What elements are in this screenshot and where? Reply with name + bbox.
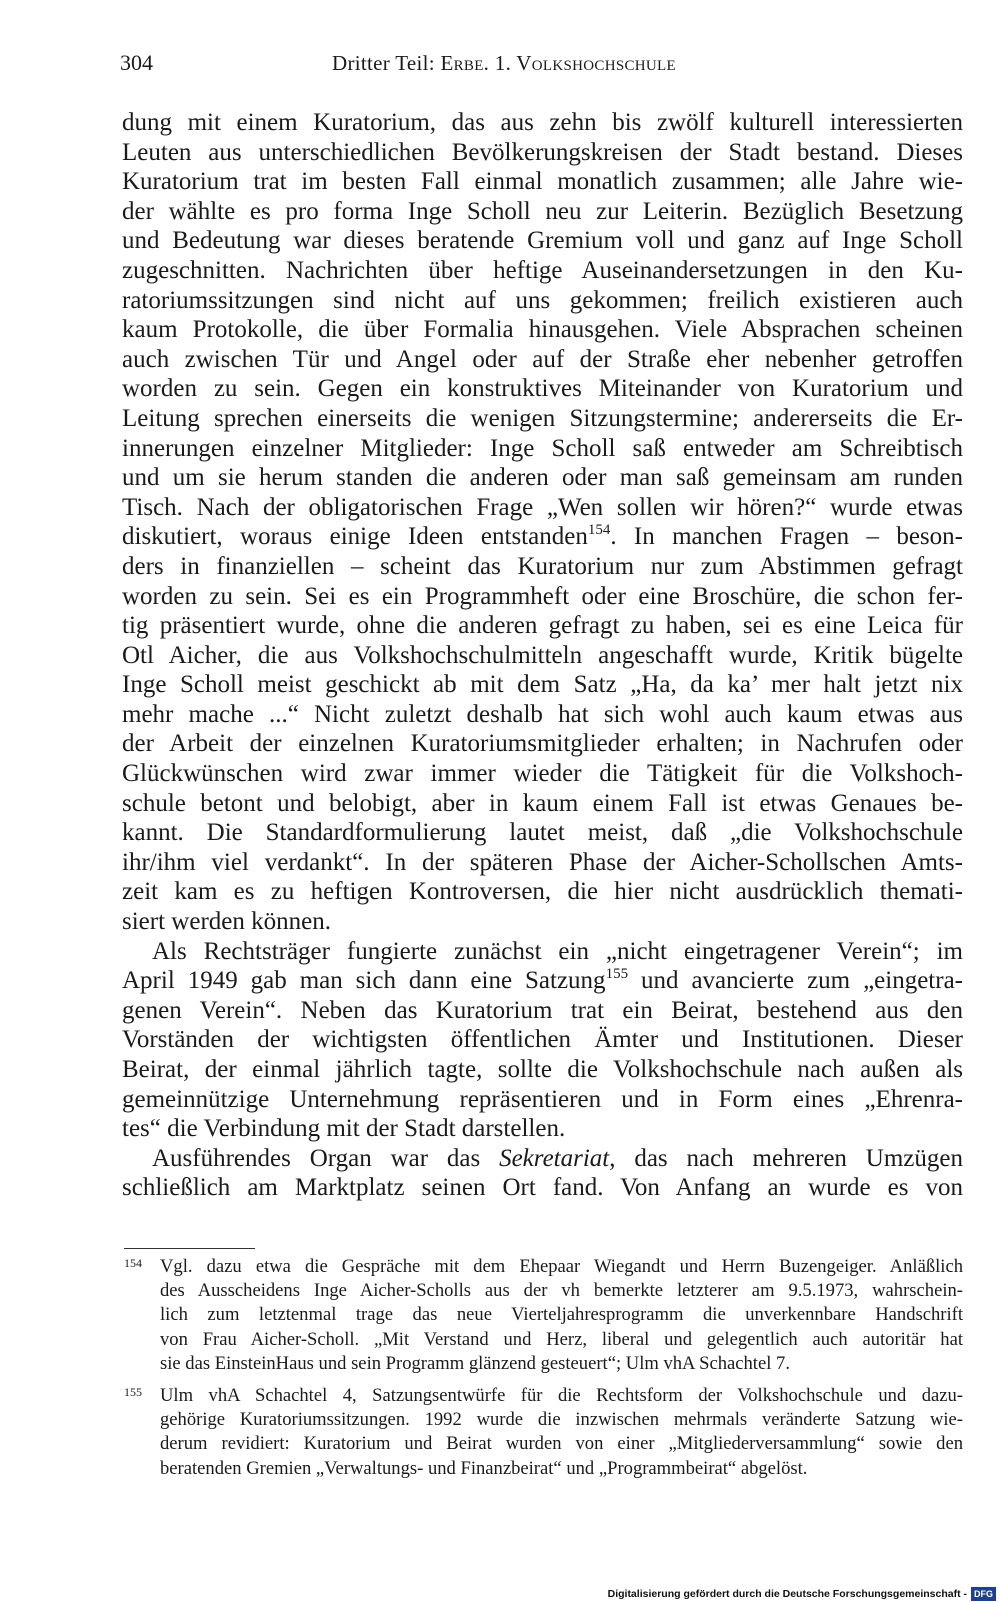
footnote-155 xyxy=(124,1384,963,1481)
footnote-line: beratenden Gremien „Verwaltungs- und Finanzbeirat“ und „Programmbeirat“ abgelöst. xyxy=(160,1457,808,1479)
text-line: innerungen einzelner Mitglieder: Inge Scholl saß entweder am Schreibtisch xyxy=(122,434,963,462)
text-line: ders in finanziellen – scheint das Kuratorium nur zum Abstimmen gefragt xyxy=(122,552,963,580)
text-line: Leuten aus unterschiedlichen Bevölkerungskreisen der Stadt bestand. Dieses xyxy=(122,138,963,166)
text-line: und Bedeutung war dieses beratende Gremium voll und ganz auf Inge Scholl xyxy=(122,227,963,255)
running-head xyxy=(0,48,1000,78)
text-line: siert werden können. xyxy=(122,908,331,936)
text-line xyxy=(122,966,963,996)
footnotes xyxy=(124,1255,963,1489)
text-line xyxy=(122,522,963,552)
text-line: der Arbeit der einzelnen Kuratoriumsmitglieder erhalten; in Nachrufen oder xyxy=(122,730,963,758)
credit-text: Digitalisierung gefördert durch die Deutsche Forschungsgemeinschaft - xyxy=(607,1588,967,1600)
text-line: schule betont und belobigt, aber in kaum einem Fall ist etwas Genaues be- xyxy=(122,789,963,817)
text-line: gemeinnützige Unternehmung repräsentieren und in Form eines „Ehrenra- xyxy=(122,1085,963,1113)
text-line: kaum Protokolle, die über Formalia hinausgehen. Viele Absprachen scheinen xyxy=(122,316,963,344)
text-line: mehr mache ...“ Nicht zuletzt deshalb hat sich wohl auch kaum etwas aus xyxy=(122,700,963,728)
text-line: Otl Aicher, die aus Volkshochschulmitteln angeschafft wurde, Kritik bügelte xyxy=(122,641,963,669)
text-line: Als Rechtsträger fungierte zunächst ein „nicht eingetragener Verein“; im xyxy=(152,937,963,965)
footnote-line: derum revidiert: Kuratorium und Beirat wurden von einer „Mitgliederversammlung“ sowie den xyxy=(160,1433,963,1455)
text-line: Vorständen der wichtigsten öffentlichen Ämter und Institutionen. Dieser xyxy=(122,1026,963,1054)
text-line: Leitung sprechen einerseits die wenigen Sitzungstermine; andererseits die Er- xyxy=(122,404,963,432)
text-segment: Ausführendes Organ war das xyxy=(152,1144,500,1172)
footnote-number: 155 xyxy=(124,1384,142,1399)
footnote-line: von Frau Aicher-Scholl. „Mit Verstand und Herz, liberal und gelegentlich auch autoritär hat xyxy=(160,1328,963,1350)
text-line: auch zwischen Tür und Angel oder auf der Straße eher nebenher getroffen xyxy=(122,345,963,373)
text-line: tes“ die Verbindung mit der Stadt darstellen. xyxy=(122,1115,566,1143)
text-line: zeit kam es zu heftigen Kontroversen, die hier nicht ausdrücklich themati- xyxy=(122,878,963,906)
paragraph-3 xyxy=(122,1144,963,1203)
footnote-line: gehörige Kuratoriumssitzungen. 1992 wurde die inzwischen mehrmals veränderte Satzung wie- xyxy=(160,1409,963,1431)
text-line: Kuratorium trat im besten Fall einmal monatlich zusammen; alle Jahre wie- xyxy=(122,168,963,196)
text-line: und um sie herum standen die anderen oder man saß gemeinsam am runden xyxy=(122,464,963,492)
text-segment: und avancierte zum „eingetra- xyxy=(628,967,963,995)
text-segment: , das nach mehreren Umzügen xyxy=(609,1144,963,1172)
text-line: zugeschnitten. Nachrichten über heftige Auseinandersetzungen in den Ku- xyxy=(122,256,963,284)
paragraph-1 xyxy=(122,108,963,937)
text-line: kannt. Die Standardformulierung lautet meist, daß „die Volkshochschule xyxy=(122,819,963,847)
text-line: schließlich am Marktplatz seinen Ort fand. Von Anfang an wurde es von xyxy=(122,1174,963,1202)
text-line: genen Verein“. Neben das Kuratorium trat ein Beirat, bestehend aus den xyxy=(122,996,963,1024)
digitization-credit xyxy=(608,1586,1000,1602)
emphasis: Sekretariat xyxy=(499,1144,610,1172)
footnote-separator xyxy=(124,1248,255,1249)
text-line xyxy=(122,1144,963,1174)
paragraph-2 xyxy=(122,937,963,1144)
footnote-number: 154 xyxy=(124,1256,142,1270)
running-title-section: Erbe. 1. Volkshochschule xyxy=(440,51,676,75)
text-line: worden zu sein. Gegen ein konstruktives Miteinander von Kuratorium und xyxy=(122,375,963,403)
text-line: Inge Scholl meist geschickt ab mit dem Satz „Ha, da ka’ mer halt jetzt nix xyxy=(122,671,963,699)
footnote-line: lich zum letztenmal trage das neue Vierteljahresprogramm die unverkennbare Handschrift xyxy=(160,1304,963,1326)
footnote-line: Vgl. dazu etwa die Gespräche mit dem Ehepaar Wiegandt und Herrn Buzengeiger. Anläßlich xyxy=(160,1256,963,1277)
text-line: der wählte es pro forma Inge Scholl neu zur Leiterin. Bezüglich Besetzung xyxy=(122,197,963,225)
footnote-ref-155[interactable]: 155 xyxy=(605,966,629,983)
footnote-ref-154[interactable]: 154 xyxy=(587,522,611,539)
running-title xyxy=(332,48,676,78)
running-title-prefix: Dritter Teil: xyxy=(332,51,441,75)
footnote-line: Ulm vhA Schachtel 4, Satzungsentwürfe für die Rechtsform der Volkshochschule und dazu- xyxy=(160,1384,963,1406)
text-line: ihr/ihm viel verdankt“. In der späteren Phase der Aicher-Schollschen Amts- xyxy=(122,848,963,876)
page-number: 304 xyxy=(120,50,153,75)
footnote-154 xyxy=(124,1255,963,1376)
footnote-first-line xyxy=(124,1255,963,1279)
footnote-first-line xyxy=(124,1384,963,1408)
footnote-line: sie das EinsteinHaus und sein Programm glänzend gesteuert“; Ulm vhA Schachtel 7. xyxy=(160,1352,790,1374)
text-segment: April 1949 gab man sich dann eine Satzung xyxy=(122,967,606,995)
text-segment: diskutiert, woraus einige Ideen entstanden xyxy=(122,523,588,551)
text-line: ratoriumssitzungen sind nicht auf uns gekommen; freilich existieren auch xyxy=(122,286,963,314)
text-line: tig präsentiert wurde, ohne die anderen gefragt zu haben, sei es eine Leica für xyxy=(122,612,963,640)
footnote-line: des Ausscheidens Inge Aicher-Scholls aus der vh bemerkte letzterer am 9.5.1973, wahrschein- xyxy=(160,1280,963,1302)
text-line: dung mit einem Kuratorium, das aus zehn bis zwölf kulturell interessierten xyxy=(122,109,963,136)
text-line: Beirat, der einmal jährlich tagte, sollte die Volkshochschule nach außen als xyxy=(122,1056,963,1083)
dfg-logo: DFG xyxy=(971,1587,996,1601)
text-segment: . In manchen Fragen – beson- xyxy=(610,523,963,551)
text-line: worden zu sein. Sei es ein Programmheft oder eine Broschüre, die schon fer- xyxy=(122,582,963,610)
main-text xyxy=(122,108,963,1203)
text-line: Tisch. Nach der obligatorischen Frage „Wen sollen wir hören?“ wurde etwas xyxy=(122,493,963,521)
text-line: Glückwünschen wird zwar immer wieder die Tätigkeit für die Volkshoch- xyxy=(122,760,963,788)
